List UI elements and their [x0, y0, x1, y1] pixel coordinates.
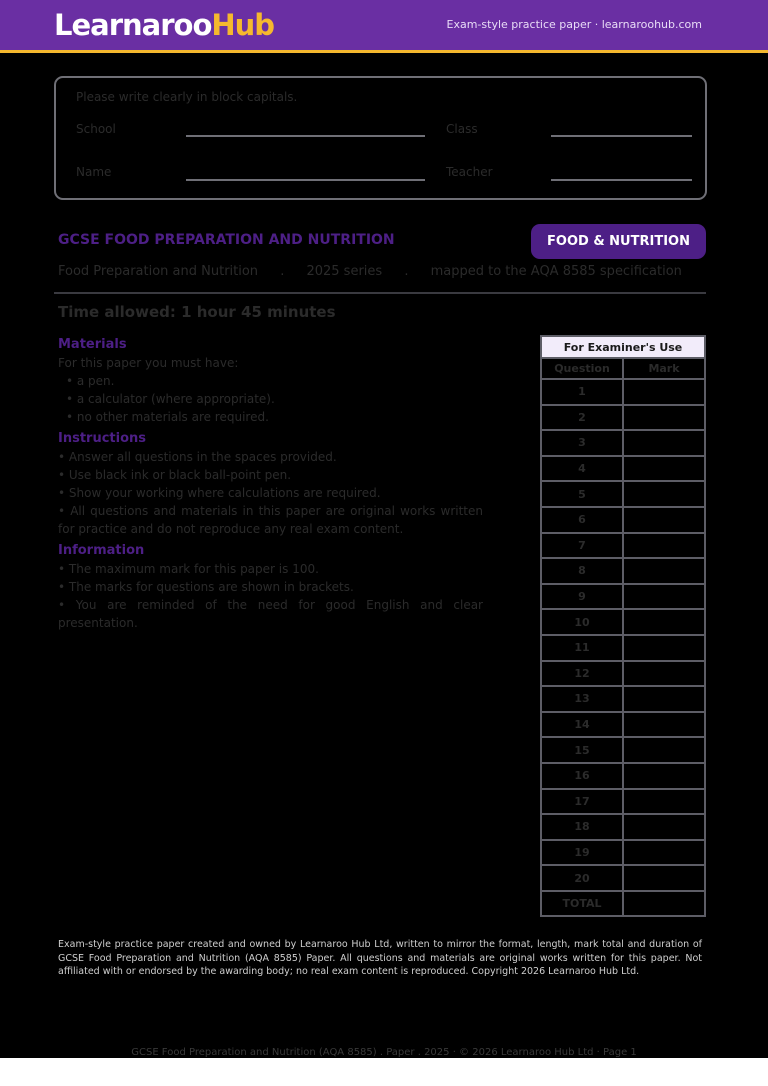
question-number: 2 [541, 405, 623, 431]
materials-item: • a calculator (where appropriate). [66, 392, 275, 406]
time-allowed: Time allowed: 1 hour 45 minutes [58, 303, 336, 321]
instructions-item: • Use black ink or black ball-point pen. [58, 468, 292, 482]
question-number: 1 [541, 379, 623, 405]
divider [54, 292, 706, 294]
table-row [541, 686, 705, 712]
materials-item: • a pen. [66, 374, 115, 388]
subject-title: GCSE FOOD PREPARATION AND NUTRITION [58, 232, 395, 248]
table-row [541, 737, 705, 763]
candidate-details-box [54, 76, 707, 200]
logo-accent: Hub [211, 8, 275, 42]
meta-separator: . [280, 264, 285, 279]
mark-cell[interactable] [623, 533, 705, 559]
header-tagline: Exam-style practice paper · learnaroohub.com [446, 18, 702, 31]
mark-cell[interactable] [623, 507, 705, 533]
school-label: School [76, 122, 116, 136]
mark-cell[interactable] [623, 405, 705, 431]
mark-cell[interactable] [623, 609, 705, 635]
table-row [541, 405, 705, 431]
question-number: 20 [541, 865, 623, 891]
table-row [541, 558, 705, 584]
question-number: 10 [541, 609, 623, 635]
question-number: 19 [541, 840, 623, 866]
meta-subject: Food Preparation and Nutrition [58, 264, 259, 279]
mark-cell[interactable] [623, 686, 705, 712]
mark-cell[interactable] [623, 558, 705, 584]
question-number: 13 [541, 686, 623, 712]
table-row [541, 507, 705, 533]
question-number: 12 [541, 661, 623, 687]
mark-cell[interactable] [623, 430, 705, 456]
block-capitals-note: Please write clearly in block capitals. [76, 90, 298, 104]
logo-main: Learnaroo [54, 8, 212, 42]
question-number: 9 [541, 584, 623, 610]
mark-cell[interactable] [623, 840, 705, 866]
name-label: Name [76, 165, 112, 179]
table-row [541, 481, 705, 507]
mark-cell[interactable] [623, 763, 705, 789]
information-item: • The maximum mark for this paper is 100. [58, 562, 319, 576]
table-row [541, 533, 705, 559]
header-bar [0, 0, 768, 53]
table-row [541, 865, 705, 891]
information-item: • You are reminded of the need for good English and clear presentation. [58, 598, 483, 630]
teacher-field[interactable] [551, 179, 692, 181]
mark-cell[interactable] [623, 584, 705, 610]
mark-cell[interactable] [623, 737, 705, 763]
mark-cell[interactable] [623, 481, 705, 507]
question-number: 8 [541, 558, 623, 584]
examiner-table-title: For Examiner's Use [541, 336, 705, 358]
question-number: 5 [541, 481, 623, 507]
instructions-item: • All questions and materials in this paper are original works written for practice and do not reproduce any real exam content. [58, 504, 483, 536]
table-row [541, 789, 705, 815]
instructions-item: • Answer all questions in the spaces provided. [58, 450, 337, 464]
meta-separator: . [404, 264, 409, 279]
question-column-header: Question [541, 358, 623, 379]
mark-cell[interactable] [623, 379, 705, 405]
table-row [541, 584, 705, 610]
question-number: 15 [541, 737, 623, 763]
mark-cell[interactable] [623, 635, 705, 661]
table-row [541, 609, 705, 635]
table-row [541, 712, 705, 738]
table-row [541, 661, 705, 687]
total-row [541, 891, 705, 917]
instructions-column [58, 336, 483, 632]
question-number: 7 [541, 533, 623, 559]
brand-logo [54, 8, 274, 42]
question-number: 14 [541, 712, 623, 738]
question-number: 18 [541, 814, 623, 840]
question-number: 4 [541, 456, 623, 482]
disclaimer-text: Exam-style practice paper created and owned by Learnaroo Hub Ltd, written to mirror the format, length, mark total and duration of GCSE Food Preparation and Nutrition (AQA 8585) Paper. All questions and materials are original works written for this paper. Not affiliated with or endorsed by the awarding body; no real exam content is reproduced. Copyright 2026 Learnaroo Hub Ltd. [58, 939, 702, 977]
question-number: 16 [541, 763, 623, 789]
class-field[interactable] [551, 135, 692, 137]
information-heading: Information [58, 543, 145, 558]
materials-item: • no other materials are required. [66, 410, 269, 424]
mark-column-header: Mark [623, 358, 705, 379]
teacher-label: Teacher [446, 165, 493, 179]
table-row [541, 635, 705, 661]
question-number: 3 [541, 430, 623, 456]
mark-cell[interactable] [623, 789, 705, 815]
materials-intro: For this paper you must have: [58, 356, 239, 370]
name-field[interactable] [186, 179, 425, 181]
mark-cell[interactable] [623, 456, 705, 482]
question-number: 6 [541, 507, 623, 533]
footer-strip [0, 1058, 768, 1086]
question-number: 11 [541, 635, 623, 661]
mark-cell[interactable] [623, 814, 705, 840]
meta-spec: mapped to the AQA 8585 specification [430, 264, 682, 279]
total-label: TOTAL [541, 891, 623, 917]
table-row [541, 814, 705, 840]
instructions-heading: Instructions [58, 431, 147, 446]
table-row [541, 840, 705, 866]
table-row [541, 379, 705, 405]
school-field[interactable] [186, 135, 425, 137]
table-row [541, 456, 705, 482]
table-row [541, 430, 705, 456]
question-number: 17 [541, 789, 623, 815]
paper-meta [58, 264, 682, 279]
class-label: Class [446, 122, 478, 136]
page-footer: GCSE Food Preparation and Nutrition (AQA 8585) . Paper . 2025 · © 2026 Learnaroo Hub Ltd · Page 1 [131, 1047, 637, 1058]
information-item: • The marks for questions are shown in brackets. [58, 580, 354, 594]
table-row [541, 763, 705, 789]
materials-heading: Materials [58, 337, 127, 352]
examiner-use-table [540, 335, 706, 917]
mark-cell[interactable] [623, 712, 705, 738]
total-mark-cell[interactable] [623, 891, 705, 917]
mark-cell[interactable] [623, 865, 705, 891]
subject-badge: FOOD & NUTRITION [531, 224, 706, 259]
meta-series: 2025 series [306, 264, 383, 279]
mark-cell[interactable] [623, 661, 705, 687]
instructions-item: • Show your working where calculations are required. [58, 486, 381, 500]
